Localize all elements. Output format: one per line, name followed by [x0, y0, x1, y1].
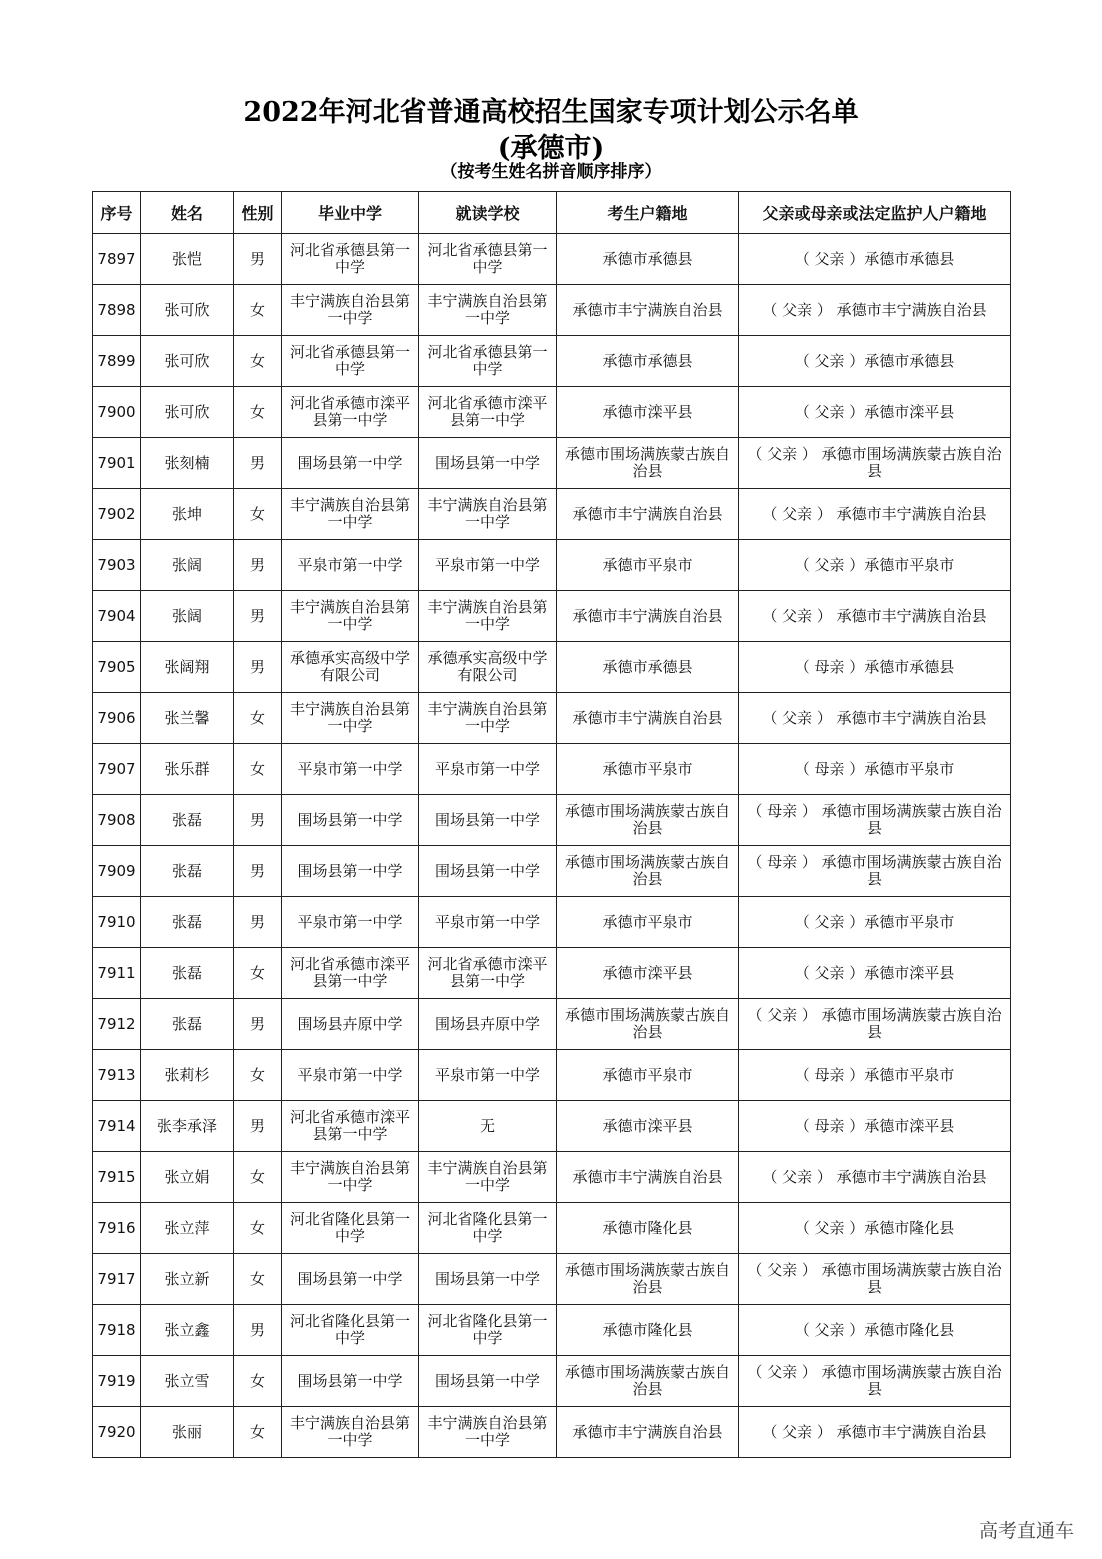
cell-name: 张立娟 — [141, 1152, 234, 1203]
cell-name: 张磊 — [141, 897, 234, 948]
cell-index: 7910 — [93, 897, 141, 948]
cell-guardian-household: （ 父亲 ） 承德市围场满族蒙古族自治县 — [739, 1254, 1011, 1305]
cell-gender: 女 — [234, 285, 282, 336]
cell-student-household: 承德市承德县 — [557, 336, 739, 387]
cell-index: 7899 — [93, 336, 141, 387]
table-header-row — [93, 192, 1011, 234]
table-row — [93, 1254, 1011, 1305]
table-row — [93, 591, 1011, 642]
col-header-index: 序号 — [93, 192, 141, 234]
cell-current-school: 河北省承德市滦平县第一中学 — [419, 948, 557, 999]
cell-gender: 男 — [234, 999, 282, 1050]
cell-student-household: 承德市丰宁满族自治县 — [557, 591, 739, 642]
cell-name: 张乐群 — [141, 744, 234, 795]
table-row — [93, 540, 1011, 591]
cell-guardian-household: （ 母亲 ） 承德市围场满族蒙古族自治县 — [739, 795, 1011, 846]
cell-guardian-household: （ 父亲 ） 承德市丰宁满族自治县 — [739, 489, 1011, 540]
cell-graduated-school: 围场县第一中学 — [282, 846, 419, 897]
cell-current-school: 平泉市第一中学 — [419, 897, 557, 948]
cell-graduated-school: 平泉市第一中学 — [282, 744, 419, 795]
cell-name: 张立雪 — [141, 1356, 234, 1407]
cell-name: 张李承泽 — [141, 1101, 234, 1152]
cell-index: 7900 — [93, 387, 141, 438]
cell-current-school: 围场县第一中学 — [419, 438, 557, 489]
cell-current-school: 丰宁满族自治县第一中学 — [419, 1407, 557, 1458]
cell-current-school: 围场县第一中学 — [419, 846, 557, 897]
col-header-guardian-household: 父亲或母亲或法定监护人户籍地 — [739, 192, 1011, 234]
cell-student-household: 承德市滦平县 — [557, 948, 739, 999]
cell-student-household: 承德市滦平县 — [557, 387, 739, 438]
cell-graduated-school: 河北省承德县第一中学 — [282, 336, 419, 387]
table-row — [93, 234, 1011, 285]
cell-name: 张立萍 — [141, 1203, 234, 1254]
table-row — [93, 1407, 1011, 1458]
table-row — [93, 948, 1011, 999]
cell-current-school: 丰宁满族自治县第一中学 — [419, 285, 557, 336]
cell-index: 7915 — [93, 1152, 141, 1203]
cell-current-school: 平泉市第一中学 — [419, 540, 557, 591]
cell-student-household: 承德市围场满族蒙古族自治县 — [557, 999, 739, 1050]
cell-index: 7908 — [93, 795, 141, 846]
cell-name: 张阔 — [141, 591, 234, 642]
cell-student-household: 承德市丰宁满族自治县 — [557, 1152, 739, 1203]
cell-guardian-household: （ 父亲 ）承德市隆化县 — [739, 1305, 1011, 1356]
cell-gender: 女 — [234, 1407, 282, 1458]
cell-name: 张磊 — [141, 999, 234, 1050]
cell-gender: 女 — [234, 744, 282, 795]
cell-current-school: 围场县卉原中学 — [419, 999, 557, 1050]
cell-index: 7907 — [93, 744, 141, 795]
cell-graduated-school: 承德承实高级中学有限公司 — [282, 642, 419, 693]
cell-guardian-household: （ 父亲 ） 承德市丰宁满族自治县 — [739, 693, 1011, 744]
cell-student-household: 承德市围场满族蒙古族自治县 — [557, 846, 739, 897]
table-row — [93, 1356, 1011, 1407]
table-row — [93, 336, 1011, 387]
cell-index: 7918 — [93, 1305, 141, 1356]
cell-index: 7905 — [93, 642, 141, 693]
cell-student-household: 承德市平泉市 — [557, 1050, 739, 1101]
cell-current-school: 丰宁满族自治县第一中学 — [419, 693, 557, 744]
cell-current-school: 围场县第一中学 — [419, 1254, 557, 1305]
cell-guardian-household: （ 父亲 ） 承德市丰宁满族自治县 — [739, 1407, 1011, 1458]
cell-student-household: 承德市围场满族蒙古族自治县 — [557, 1254, 739, 1305]
cell-student-household: 承德市丰宁满族自治县 — [557, 693, 739, 744]
cell-name: 张恺 — [141, 234, 234, 285]
table-row — [93, 744, 1011, 795]
table-row — [93, 489, 1011, 540]
cell-graduated-school: 河北省承德市滦平县第一中学 — [282, 948, 419, 999]
cell-name: 张莉杉 — [141, 1050, 234, 1101]
cell-gender: 男 — [234, 591, 282, 642]
cell-gender: 男 — [234, 795, 282, 846]
col-header-gender: 性别 — [234, 192, 282, 234]
cell-guardian-household: （ 母亲 ）承德市承德县 — [739, 642, 1011, 693]
cell-gender: 男 — [234, 846, 282, 897]
cell-current-school: 河北省隆化县第一中学 — [419, 1305, 557, 1356]
cell-gender: 女 — [234, 387, 282, 438]
cell-current-school: 河北省隆化县第一中学 — [419, 1203, 557, 1254]
cell-graduated-school: 围场县第一中学 — [282, 795, 419, 846]
cell-current-school: 围场县第一中学 — [419, 1356, 557, 1407]
col-header-name: 姓名 — [141, 192, 234, 234]
cell-gender: 男 — [234, 1101, 282, 1152]
cell-student-household: 承德市丰宁满族自治县 — [557, 285, 739, 336]
cell-gender: 女 — [234, 1203, 282, 1254]
cell-guardian-household: （ 父亲 ） 承德市丰宁满族自治县 — [739, 1152, 1011, 1203]
cell-graduated-school: 平泉市第一中学 — [282, 897, 419, 948]
cell-student-household: 承德市围场满族蒙古族自治县 — [557, 438, 739, 489]
cell-graduated-school: 围场县第一中学 — [282, 1254, 419, 1305]
cell-current-school: 丰宁满族自治县第一中学 — [419, 489, 557, 540]
watermark: 高考直通车 — [978, 1520, 1074, 1542]
cell-name: 张磊 — [141, 948, 234, 999]
cell-graduated-school: 河北省承德县第一中学 — [282, 234, 419, 285]
cell-guardian-household: （ 父亲 ）承德市隆化县 — [739, 1203, 1011, 1254]
cell-gender: 男 — [234, 897, 282, 948]
cell-index: 7897 — [93, 234, 141, 285]
cell-student-household: 承德市平泉市 — [557, 744, 739, 795]
cell-index: 7902 — [93, 489, 141, 540]
cell-gender: 男 — [234, 642, 282, 693]
cell-gender: 男 — [234, 1305, 282, 1356]
cell-name: 张立鑫 — [141, 1305, 234, 1356]
table-row — [93, 1152, 1011, 1203]
cell-name: 张丽 — [141, 1407, 234, 1458]
cell-student-household: 承德市丰宁满族自治县 — [557, 1407, 739, 1458]
cell-name: 张刻楠 — [141, 438, 234, 489]
table-row — [93, 1305, 1011, 1356]
cell-gender: 女 — [234, 948, 282, 999]
table-row — [93, 1050, 1011, 1101]
cell-gender: 男 — [234, 438, 282, 489]
page-subtitle-city: (承德市) — [497, 133, 605, 164]
cell-graduated-school: 丰宁满族自治县第一中学 — [282, 285, 419, 336]
cell-current-school: 无 — [419, 1101, 557, 1152]
cell-index: 7920 — [93, 1407, 141, 1458]
cell-gender: 男 — [234, 234, 282, 285]
table-row — [93, 285, 1011, 336]
cell-graduated-school: 平泉市第一中学 — [282, 1050, 419, 1101]
cell-graduated-school: 围场县卉原中学 — [282, 999, 419, 1050]
cell-gender: 女 — [234, 1356, 282, 1407]
cell-name: 张可欣 — [141, 387, 234, 438]
table-row — [93, 693, 1011, 744]
table-row — [93, 999, 1011, 1050]
cell-current-school: 河北省承德市滦平县第一中学 — [419, 387, 557, 438]
cell-guardian-household: （ 父亲 ） 承德市围场满族蒙古族自治县 — [739, 438, 1011, 489]
table-row — [93, 897, 1011, 948]
cell-name: 张阔翔 — [141, 642, 234, 693]
cell-name: 张可欣 — [141, 336, 234, 387]
cell-graduated-school: 丰宁满族自治县第一中学 — [282, 591, 419, 642]
cell-guardian-household: （ 母亲 ） 承德市围场满族蒙古族自治县 — [739, 846, 1011, 897]
table-row — [93, 642, 1011, 693]
cell-gender: 女 — [234, 336, 282, 387]
cell-gender: 女 — [234, 1050, 282, 1101]
cell-student-household: 承德市承德县 — [557, 234, 739, 285]
cell-index: 7917 — [93, 1254, 141, 1305]
cell-guardian-household: （ 母亲 ）承德市平泉市 — [739, 744, 1011, 795]
cell-guardian-household: （ 父亲 ） 承德市围场满族蒙古族自治县 — [739, 1356, 1011, 1407]
cell-graduated-school: 河北省承德市滦平县第一中学 — [282, 387, 419, 438]
cell-guardian-household: （ 父亲 ）承德市滦平县 — [739, 948, 1011, 999]
cell-current-school: 平泉市第一中学 — [419, 744, 557, 795]
cell-graduated-school: 围场县第一中学 — [282, 1356, 419, 1407]
cell-gender: 女 — [234, 1152, 282, 1203]
cell-current-school: 围场县第一中学 — [419, 795, 557, 846]
cell-student-household: 承德市隆化县 — [557, 1305, 739, 1356]
cell-current-school: 丰宁满族自治县第一中学 — [419, 1152, 557, 1203]
cell-guardian-household: （ 父亲 ）承德市承德县 — [739, 336, 1011, 387]
table-row — [93, 1101, 1011, 1152]
cell-student-household: 承德市围场满族蒙古族自治县 — [557, 795, 739, 846]
cell-index: 7914 — [93, 1101, 141, 1152]
cell-name: 张立新 — [141, 1254, 234, 1305]
cell-graduated-school: 丰宁满族自治县第一中学 — [282, 1407, 419, 1458]
cell-guardian-household: （ 父亲 ）承德市承德县 — [739, 234, 1011, 285]
table-row — [93, 846, 1011, 897]
cell-gender: 男 — [234, 540, 282, 591]
cell-name: 张磊 — [141, 795, 234, 846]
cell-index: 7904 — [93, 591, 141, 642]
table-body — [93, 234, 1011, 1458]
cell-graduated-school: 丰宁满族自治县第一中学 — [282, 1152, 419, 1203]
cell-index: 7912 — [93, 999, 141, 1050]
cell-student-household: 承德市丰宁满族自治县 — [557, 489, 739, 540]
col-header-graduated-school: 毕业中学 — [282, 192, 419, 234]
cell-guardian-household: （ 父亲 ）承德市滦平县 — [739, 387, 1011, 438]
cell-guardian-household: （ 母亲 ）承德市平泉市 — [739, 1050, 1011, 1101]
cell-graduated-school: 河北省隆化县第一中学 — [282, 1203, 419, 1254]
cell-guardian-household: （ 父亲 ）承德市平泉市 — [739, 897, 1011, 948]
cell-guardian-household: （ 母亲 ）承德市滦平县 — [739, 1101, 1011, 1152]
cell-name: 张可欣 — [141, 285, 234, 336]
cell-index: 7916 — [93, 1203, 141, 1254]
cell-graduated-school: 河北省承德市滦平县第一中学 — [282, 1101, 419, 1152]
cell-graduated-school: 平泉市第一中学 — [282, 540, 419, 591]
cell-name: 张兰馨 — [141, 693, 234, 744]
table-row — [93, 795, 1011, 846]
cell-index: 7913 — [93, 1050, 141, 1101]
cell-name: 张磊 — [141, 846, 234, 897]
cell-guardian-household: （ 父亲 ）承德市平泉市 — [739, 540, 1011, 591]
cell-guardian-household: （ 父亲 ） 承德市围场满族蒙古族自治县 — [739, 999, 1011, 1050]
cell-index: 7898 — [93, 285, 141, 336]
table-row — [93, 438, 1011, 489]
cell-index: 7901 — [93, 438, 141, 489]
cell-student-household: 承德市滦平县 — [557, 1101, 739, 1152]
cell-guardian-household: （ 父亲 ） 承德市丰宁满族自治县 — [739, 591, 1011, 642]
cell-student-household: 承德市平泉市 — [557, 540, 739, 591]
roster-table — [92, 191, 1011, 1458]
table-row — [93, 1203, 1011, 1254]
cell-graduated-school: 丰宁满族自治县第一中学 — [282, 489, 419, 540]
page-title: 2022年河北省普通高校招生国家专项计划公示名单 — [243, 97, 859, 128]
col-header-current-school: 就读学校 — [419, 192, 557, 234]
cell-graduated-school: 丰宁满族自治县第一中学 — [282, 693, 419, 744]
cell-student-household: 承德市承德县 — [557, 642, 739, 693]
cell-current-school: 河北省承德县第一中学 — [419, 336, 557, 387]
cell-guardian-household: （ 父亲 ） 承德市丰宁满族自治县 — [739, 285, 1011, 336]
cell-gender: 女 — [234, 1254, 282, 1305]
cell-current-school: 河北省承德县第一中学 — [419, 234, 557, 285]
cell-gender: 女 — [234, 489, 282, 540]
cell-index: 7909 — [93, 846, 141, 897]
cell-current-school: 平泉市第一中学 — [419, 1050, 557, 1101]
table-row — [93, 387, 1011, 438]
cell-graduated-school: 河北省隆化县第一中学 — [282, 1305, 419, 1356]
cell-current-school: 承德承实高级中学有限公司 — [419, 642, 557, 693]
cell-graduated-school: 围场县第一中学 — [282, 438, 419, 489]
cell-name: 张阔 — [141, 540, 234, 591]
cell-index: 7906 — [93, 693, 141, 744]
cell-current-school: 丰宁满族自治县第一中学 — [419, 591, 557, 642]
col-header-student-household: 考生户籍地 — [557, 192, 739, 234]
sort-note: （按考生姓名拼音顺序排序） — [440, 162, 662, 182]
cell-gender: 女 — [234, 693, 282, 744]
cell-student-household: 承德市平泉市 — [557, 897, 739, 948]
cell-student-household: 承德市隆化县 — [557, 1203, 739, 1254]
cell-index: 7903 — [93, 540, 141, 591]
cell-student-household: 承德市围场满族蒙古族自治县 — [557, 1356, 739, 1407]
cell-index: 7919 — [93, 1356, 141, 1407]
cell-index: 7911 — [93, 948, 141, 999]
cell-name: 张坤 — [141, 489, 234, 540]
